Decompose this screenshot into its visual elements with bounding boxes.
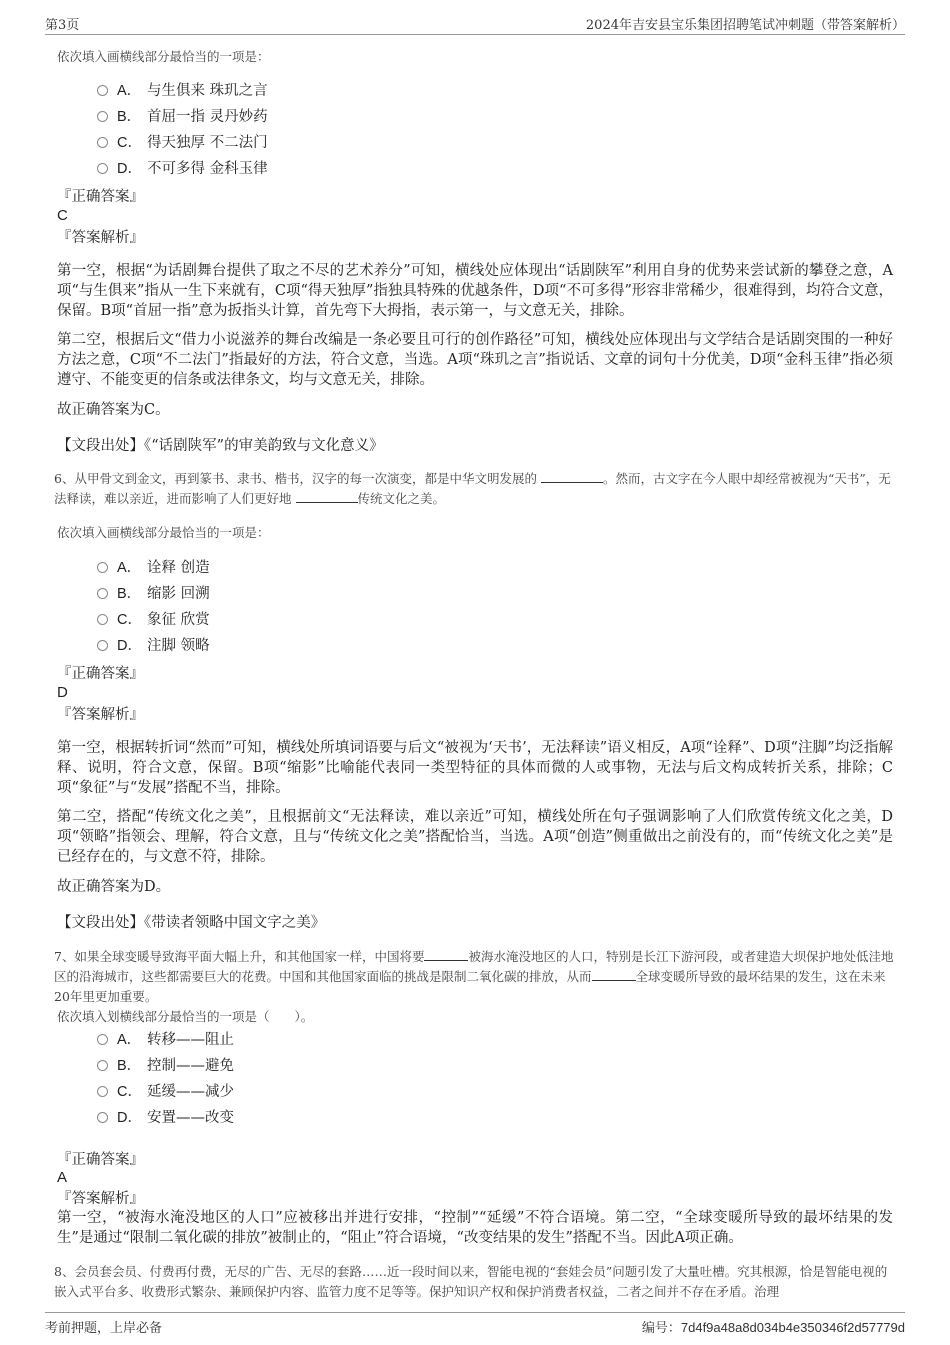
correct-answer-label: 『正确答案』 — [57, 1152, 144, 1168]
q7-option-b[interactable]: B． 控制——避免 — [97, 1056, 234, 1076]
q6-prompt: 依次填入画横线部分最恰当的一项是： — [57, 525, 270, 540]
radio-icon[interactable] — [97, 1060, 108, 1071]
q7-option-c[interactable]: C． 延缓——减少 — [97, 1082, 234, 1102]
q7-stem: 7、如果全球变暖导致海平面大幅上升，和其他国家一样，中国将要 被海水淹没地区的人口，特别是长江下游河段，或者建造大坝保护地处低洼地区的沿海城市，这些都需要巨大的花费。中国和其他国家面临的挑战是限制二氧化碳的排放，从而 全球变暖所导致的最坏结果的发生，这在未来20年里更加重要。 — [54, 949, 894, 1004]
q6-option-d[interactable]: D． 注脚 领略 — [97, 636, 210, 656]
q6-option-c[interactable]: C． 象征 欣赏 — [97, 610, 210, 630]
radio-icon[interactable] — [97, 614, 108, 625]
q7-option-a[interactable]: A． 转移——阻止 — [97, 1030, 234, 1050]
q6-option-a[interactable]: A． 诠释 创造 — [97, 558, 210, 578]
q6-option-b[interactable]: B． 缩影 回溯 — [97, 584, 210, 604]
radio-icon[interactable] — [97, 1112, 108, 1123]
blank-line[interactable] — [592, 968, 636, 981]
q7-option-d[interactable]: D． 安置——改变 — [97, 1108, 234, 1128]
q5-option-d[interactable]: D． 不可多得 金科玉律 — [97, 159, 268, 179]
radio-icon[interactable] — [97, 588, 108, 599]
radio-icon[interactable] — [97, 1034, 108, 1045]
correct-answer-label: 『正确答案』 — [57, 189, 144, 205]
blank-line[interactable] — [541, 470, 603, 483]
blank-line[interactable] — [296, 490, 358, 503]
radio-icon[interactable] — [97, 137, 108, 148]
q5-source: 【文段出处】《“话剧陕军”的审美韵致与文化意义》 — [57, 438, 384, 454]
q7-analysis: 第一空，“被海水淹没地区的人口”应被移出并进行安排，“控制”“延缓”不符合语境。第二空，“全球变暖所导致的最坏结果的发生”是通过“限制二氧化碳的排放”被制止的，“阻止”符合语境，“改变结果的发生”搭配不当。因此A项正确。 — [57, 1210, 893, 1246]
analysis-label: 『答案解析』 — [57, 230, 144, 246]
q5-option-c[interactable]: C． 得天独厚 不二法门 — [97, 133, 268, 153]
q5-analysis-p3: 故正确答案为C。 — [57, 402, 170, 418]
q6-analysis-p1: 第一空，根据转折词“然而”可知，横线处所填词语要与后文“被视为‘天书’，无法释读”语义相反，A项“诠释”、D项“注脚”均泛指解释、说明，符合文意，保留。B项“缩影”比喻能代表同一类型特征的具体而微的人或事物，无法与后文构成转折关系，排除；C项“象征”与“发展”搭配不当，排除。 — [57, 740, 893, 796]
q6-answer: D — [57, 684, 68, 701]
page-number: 第3页 — [45, 18, 80, 33]
radio-icon[interactable] — [97, 562, 108, 573]
radio-icon[interactable] — [97, 163, 108, 174]
q5-prompt: 依次填入画横线部分最恰当的一项是： — [57, 49, 270, 64]
q5-answer: C — [57, 207, 68, 224]
q5-option-a[interactable]: A． 与生俱来 珠玑之言 — [97, 81, 268, 101]
q6-analysis-p2: 第二空，搭配“传统文化之美”，且根据前文“无法释读，难以亲近”可知，横线处所在句子强调影响了人们欣赏传统文化之美，D项“领略”指领会、理解，符合文意，且与“传统文化之美”搭配恰当，当选。A项“创造”侧重做出之前没有的，而“传统文化之美”是已经存在的，与文意不符，排除。 — [57, 809, 893, 865]
page-footer — [45, 1312, 905, 1337]
radio-icon[interactable] — [97, 85, 108, 96]
q6-analysis-p3: 故正确答案为D。 — [57, 879, 171, 895]
analysis-label: 『答案解析』 — [57, 707, 144, 723]
radio-icon[interactable] — [97, 111, 108, 122]
radio-icon[interactable] — [97, 1086, 108, 1097]
q7-answer: A — [57, 1169, 68, 1186]
blank-line[interactable] — [424, 948, 468, 961]
footer-slogan: 考前押题，上岸必备 — [45, 1321, 163, 1336]
document-title: 2024年吉安县宝乐集团招聘笔试冲刺题（带答案解析） — [585, 18, 905, 33]
q6-source: 【文段出处】《带读者领略中国文字之美》 — [57, 915, 326, 931]
q5-analysis-p1: 第一空，根据“为话剧舞台提供了取之不尽的艺术养分”可知，横线处应体现出“话剧陕军”利用自身的优势来尝试新的攀登之意，A项“与生俱来”指从一生下来就有，C项“得天独厚”指独具特殊的优越条件，D项“不可多得”形容非常稀少，很难得到，均符合文意，保留。B项“首屈一指”意为扳指头计算，首先弯下大拇指，表示第一，与文意无关，排除。 — [57, 263, 893, 319]
q7-prompt: 依次填入划横线部分最恰当的一项是（ ）。 — [57, 1009, 314, 1024]
radio-icon[interactable] — [97, 640, 108, 651]
q8-stem: 8、会员套会员、付费再付费，无尽的广告、无尽的套路……近一段时间以来，智能电视的“套娃会员”问题引发了大量吐槽。究其根源，恰是智能电视的嵌入式平台多、收费形式繁杂、兼顾保护内容、监管力度不足等等。保护知识产权和保护消费者权益，二者之间并不存在矛盾。治理 — [54, 1264, 888, 1299]
q5-option-b[interactable]: B． 首屈一指 灵丹妙药 — [97, 107, 268, 127]
q5-analysis-p2: 第二空，根据后文“借力小说滋养的舞台改编是一条必要且可行的创作路径”可知，横线处应体现出与文学结合是话剧突围的一种好方法之意，C项“不二法门”指最好的方法，符合文意，当选。A项“珠玑之言”指说话、文章的词句十分优美，D项“金科玉律”指必须遵守、不能变更的信条或法律条文，均与文意无关，排除。 — [57, 332, 893, 388]
page-header — [45, 14, 905, 35]
analysis-label: 『答案解析』 — [57, 1191, 144, 1207]
correct-answer-label: 『正确答案』 — [57, 666, 144, 682]
document-id: 编号：7d4f9a48a8d034b4e350346f2d57779d — [641, 1320, 905, 1335]
q6-stem: 6、从甲骨文到金文，再到篆书、隶书、楷书，汉字的每一次演变，都是中华文明发展的 。然而，古文字在今人眼中却经常被视为“天书”，无法释读，难以亲近，进而影响了人们更好地 传统文化之美。 — [54, 471, 891, 506]
